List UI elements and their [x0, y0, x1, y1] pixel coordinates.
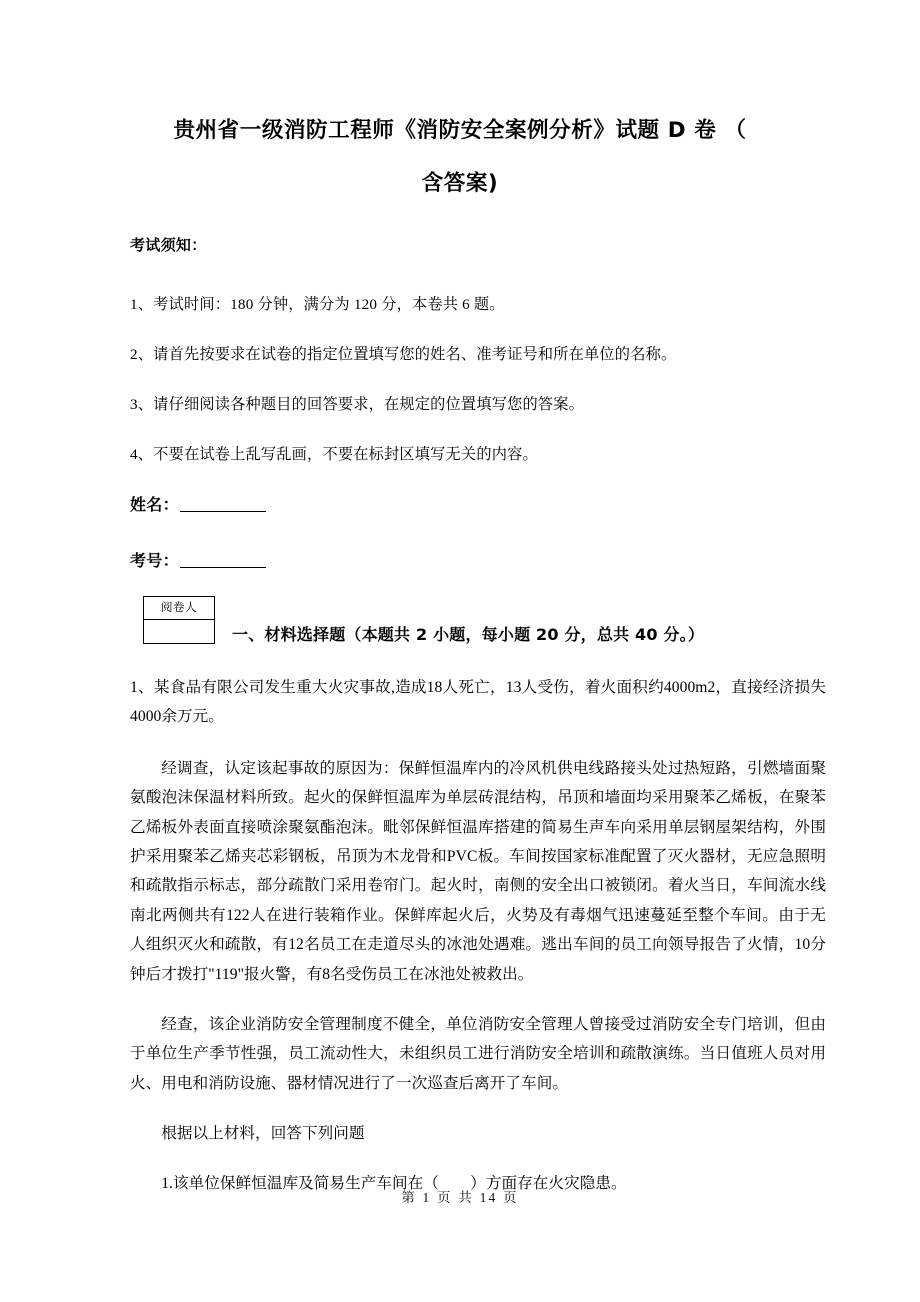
exam-number-field-row — [130, 548, 266, 571]
exam-number-field-label: 考号： — [130, 551, 179, 570]
case-paragraph-2: 经查，该企业消防安全管理制度不健全，单位消防安全管理人曾接受过消防安全专门培训，但由于单位生产季节性强，员工流动性大，未组织员工进行消防安全培训和疏散演练。当日值班人员对用火、用电和消防设施、器材情况进行了一次巡查后离开了车间。 — [130, 1016, 826, 1092]
page-title-line-2: 含答案) — [421, 171, 499, 196]
exam-number-field-input[interactable] — [180, 567, 266, 568]
name-field-row — [130, 492, 266, 515]
grader-box-label: 阅卷人 — [144, 597, 214, 620]
answer-instruction: 根据以上材料，回答下列问题 — [161, 1125, 365, 1143]
case-paragraph-1: 经调查，认定该起事故的原因为：保鲜恒温库内的冷风机供电线路接头处过热短路，引燃墙面聚氨酸泡沫保温材料所致。起火的保鲜恒温库为单层砖混结构，吊顶和墙面均采用聚苯乙烯板，在聚苯乙烯板外表面直接喷涂聚氨酯泡沫。毗邻保鲜恒温库搭建的简易生声车向采用单层钢屋架结构，外围护采用聚苯乙烯夹芯彩钢板，吊顶为木龙骨和PVC板。车间按国家标准配置了灭火器材，无应急照明和疏散指示标志，部分疏散门采用卷帘门。起火时，南侧的安全出口被锁闭。着火当日，车间流水线南北两侧共有122人在进行装箱作业。保鲜库起火后，火势及有毒烟气迅速蔓延至整个车间。由于无人组织灭火和疏散，有12名员工在走道尽头的冰池处遇难。逃出车间的员工向领导报告了火情，10分钟后才拨打"119"报火警，有8名受伤员工在冰池处被救出。 — [130, 759, 826, 983]
document-body — [130, 673, 826, 1198]
name-field-label: 姓名： — [130, 495, 179, 514]
notice-item: 2、请首先按要求在试卷的指定位置填写您的姓名、准考证号和所在单位的名称。 — [130, 346, 677, 363]
page-title — [130, 104, 790, 210]
notice-item: 1、考试时间：180 分钟，满分为 120 分，本卷共 6 题。 — [130, 296, 505, 313]
question-lead-paragraph: 1、某食品有限公司发生重大火灾事故,造成18人死亡，13人受伤，着火面积约4000m2，直接经济损失4000余万元。 — [130, 679, 826, 726]
page-title-line-1: 贵州省一级消防工程师《消防安全案例分析》试题 D 卷 （ — [173, 118, 747, 143]
exam-notice-list — [130, 280, 830, 480]
section-heading: 一、材料选择题（本题共 2 小题，每小题 20 分，总共 40 分。） — [232, 625, 705, 644]
grader-box-value[interactable] — [144, 620, 214, 643]
notice-item: 4、不要在试卷上乱写乱画，不要在标封区填写无关的内容。 — [130, 446, 538, 463]
notice-item: 3、请仔细阅读各种题目的回答要求，在规定的位置填写您的答案。 — [130, 396, 585, 413]
sub-question-1: 1.该单位保鲜恒温库及简易生产车间在（ ）方面存在火灾隐患。 — [161, 1174, 627, 1192]
grader-box — [143, 596, 215, 644]
page-footer: 第 1 页 共 14 页 — [401, 1190, 519, 1205]
name-field-input[interactable] — [180, 511, 266, 512]
exam-notice-heading: 考试须知： — [130, 236, 207, 254]
